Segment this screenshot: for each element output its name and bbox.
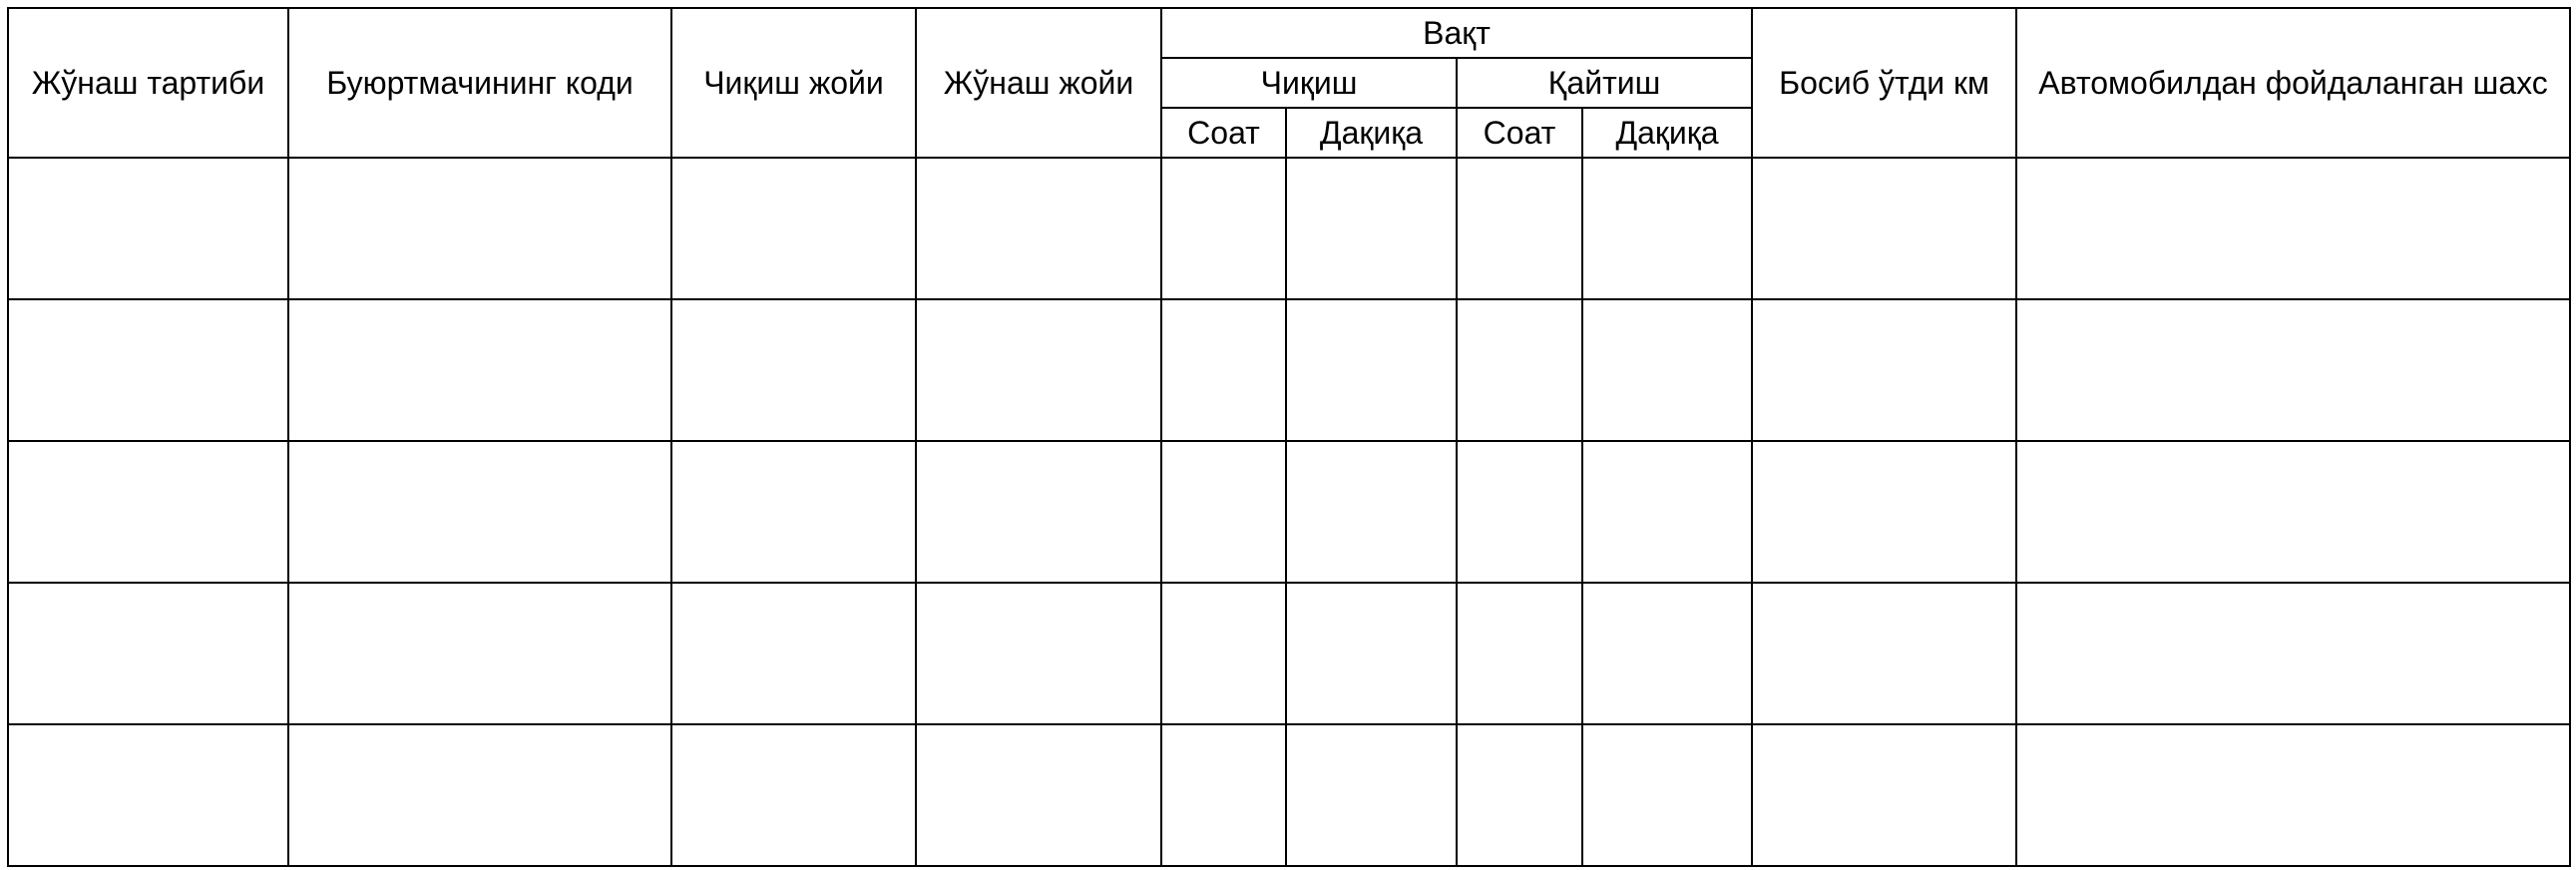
cell-distance-km[interactable] — [1752, 299, 2016, 441]
table-row — [8, 158, 2570, 299]
cell-departure-hour[interactable] — [1161, 158, 1286, 299]
cell-departure-place[interactable] — [671, 583, 916, 724]
table-row — [8, 724, 2570, 866]
cell-departure-hour[interactable] — [1161, 441, 1286, 583]
cell-departure-minute[interactable] — [1286, 441, 1457, 583]
cell-customer-code[interactable] — [288, 299, 671, 441]
cell-trip-order[interactable] — [8, 299, 288, 441]
cell-return-hour[interactable] — [1457, 724, 1582, 866]
cell-customer-code[interactable] — [288, 441, 671, 583]
cell-vehicle-user[interactable] — [2016, 441, 2570, 583]
cell-trip-order[interactable] — [8, 583, 288, 724]
cell-departure-minute[interactable] — [1286, 724, 1457, 866]
cell-return-hour[interactable] — [1457, 299, 1582, 441]
header-customer-code: Буюртмачининг коди — [288, 8, 671, 158]
trip-log-table — [7, 7, 2571, 867]
table-body — [8, 158, 2570, 866]
header-vehicle-user: Автомобилдан фойдаланган шахс — [2016, 8, 2570, 158]
header-departure-hour: Соат — [1161, 108, 1286, 158]
cell-departure-minute[interactable] — [1286, 299, 1457, 441]
cell-distance-km[interactable] — [1752, 583, 2016, 724]
cell-departure-place[interactable] — [671, 299, 916, 441]
cell-return-hour[interactable] — [1457, 583, 1582, 724]
cell-departure-hour[interactable] — [1161, 299, 1286, 441]
cell-distance-km[interactable] — [1752, 441, 2016, 583]
header-departure-place: Чиқиш жойи — [671, 8, 916, 158]
header-departure-minute: Дақиқа — [1286, 108, 1457, 158]
cell-departure-place[interactable] — [671, 441, 916, 583]
cell-vehicle-user[interactable] — [2016, 583, 2570, 724]
header-return-minute: Дақиқа — [1582, 108, 1752, 158]
cell-trip-order[interactable] — [8, 724, 288, 866]
cell-return-minute[interactable] — [1582, 724, 1752, 866]
cell-destination-place[interactable] — [916, 583, 1161, 724]
cell-destination-place[interactable] — [916, 299, 1161, 441]
header-distance-km: Босиб ўтди км — [1752, 8, 2016, 158]
cell-return-minute[interactable] — [1582, 441, 1752, 583]
table-row — [8, 583, 2570, 724]
cell-departure-hour[interactable] — [1161, 583, 1286, 724]
cell-destination-place[interactable] — [916, 441, 1161, 583]
cell-return-minute[interactable] — [1582, 299, 1752, 441]
cell-departure-place[interactable] — [671, 158, 916, 299]
cell-return-hour[interactable] — [1457, 441, 1582, 583]
cell-return-minute[interactable] — [1582, 583, 1752, 724]
table-row — [8, 299, 2570, 441]
cell-distance-km[interactable] — [1752, 724, 2016, 866]
cell-trip-order[interactable] — [8, 441, 288, 583]
cell-destination-place[interactable] — [916, 724, 1161, 866]
header-trip-order: Жўнаш тартиби — [8, 8, 288, 158]
cell-vehicle-user[interactable] — [2016, 299, 2570, 441]
cell-vehicle-user[interactable] — [2016, 724, 2570, 866]
cell-distance-km[interactable] — [1752, 158, 2016, 299]
cell-departure-minute[interactable] — [1286, 158, 1457, 299]
table-row — [8, 441, 2570, 583]
cell-customer-code[interactable] — [288, 724, 671, 866]
cell-vehicle-user[interactable] — [2016, 158, 2570, 299]
header-return-hour: Соат — [1457, 108, 1582, 158]
cell-return-minute[interactable] — [1582, 158, 1752, 299]
header-departure-group: Чиқиш — [1161, 58, 1457, 108]
cell-destination-place[interactable] — [916, 158, 1161, 299]
cell-return-hour[interactable] — [1457, 158, 1582, 299]
cell-departure-hour[interactable] — [1161, 724, 1286, 866]
cell-departure-place[interactable] — [671, 724, 916, 866]
cell-departure-minute[interactable] — [1286, 583, 1457, 724]
cell-customer-code[interactable] — [288, 158, 671, 299]
cell-customer-code[interactable] — [288, 583, 671, 724]
header-time-group: Вақт — [1161, 8, 1752, 58]
header-return-group: Қайтиш — [1457, 58, 1752, 108]
cell-trip-order[interactable] — [8, 158, 288, 299]
header-destination-place: Жўнаш жойи — [916, 8, 1161, 158]
